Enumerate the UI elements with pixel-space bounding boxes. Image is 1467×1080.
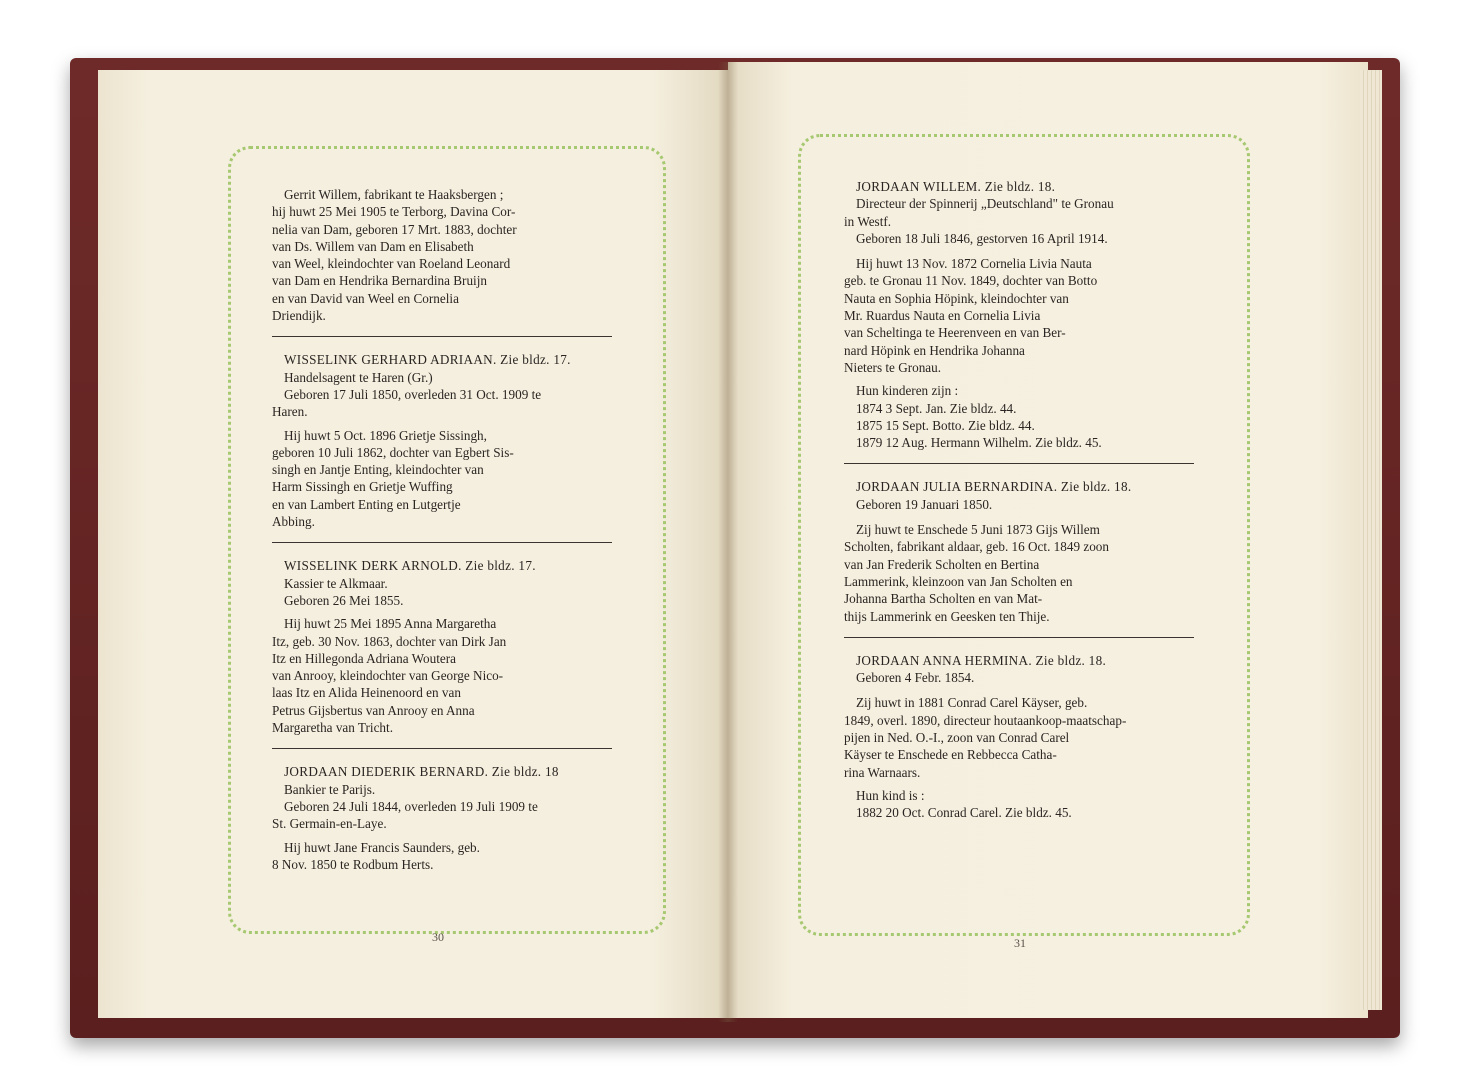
child-line: 1875 15 Sept. Botto. Zie bldz. 44. xyxy=(856,417,1035,433)
text-line: nard Höpink en Hendrika Johanna xyxy=(844,342,1025,358)
text-line: Geboren 18 Juli 1846, gestorven 16 April 1914. xyxy=(856,230,1108,246)
text-line: laas Itz en Alida Heinenoord en van xyxy=(272,685,461,701)
child-line: 1879 12 Aug. Hermann Wilhelm. Zie bldz. 45. xyxy=(856,435,1102,451)
child-line: 1874 3 Sept. Jan. Zie bldz. 44. xyxy=(856,400,1017,416)
entry-jordaan-willem xyxy=(844,178,1194,451)
entry-heading: JORDAAN ANNA HERMINA. Zie bldz. 18. xyxy=(856,652,1107,668)
text-line: Nieters te Gronau. xyxy=(844,359,942,375)
left-page-text xyxy=(272,186,612,873)
page-number: 31 xyxy=(1014,936,1026,950)
entry-jordaan-diederik-bernard xyxy=(272,763,612,873)
text-line: Zij huwt te Enschede 5 Juni 1873 Gijs Willem xyxy=(856,522,1100,538)
page-edges xyxy=(1360,70,1382,1010)
entry-heading: JORDAAN WILLEM. Zie bldz. 18. xyxy=(856,179,1056,194)
text-line: Kassier te Alkmaar. xyxy=(284,575,388,591)
text-line: Hij huwt Jane Francis Saunders, geb. xyxy=(284,839,480,855)
entry-heading: WISSELINK GERHARD ADRIAAN. Zie bldz. 17. xyxy=(284,352,571,368)
text-line: Directeur der Spinnerij „Deutschland" te Gronau xyxy=(856,196,1114,212)
text-line: nelia van Dam, geboren 17 Mrt. 1883, dochter xyxy=(272,221,517,237)
text-line: Geboren 26 Mei 1855. xyxy=(284,592,404,608)
entry-heading: JORDAAN DIEDERIK BERNARD. Zie bldz. 18 xyxy=(284,764,559,780)
text-line: en van David van Weel en Cornelia xyxy=(272,290,459,306)
divider xyxy=(272,542,612,543)
text-line: Mr. Ruardus Nauta en Cornelia Livia xyxy=(844,308,1041,324)
text-line: Harm Sissingh en Grietje Wuffing xyxy=(272,479,453,495)
text-line: van Dam en Hendrika Bernardina Bruijn xyxy=(272,273,487,289)
text-line: Hij huwt 25 Mei 1895 Anna Margaretha xyxy=(284,616,497,632)
text-line: geb. te Gronau 11 Nov. 1849, dochter van Botto xyxy=(844,273,1098,289)
page-number: 30 xyxy=(432,930,444,944)
text-line: Lammerink, kleinzoon van Jan Scholten en xyxy=(844,573,1073,589)
divider xyxy=(844,637,1194,638)
text-line: Käyser te Enschede en Rebbecca Catha- xyxy=(844,747,1057,763)
text-line: en van Lambert Enting en Lutgertje xyxy=(272,496,461,512)
text-line: hij huwt 25 Mei 1905 te Terborg, Davina Cor- xyxy=(272,204,516,220)
text-line: Scholten, fabrikant aldaar, geb. 16 Oct. 1849 zoon xyxy=(844,539,1109,555)
child-line: 1882 20 Oct. Conrad Carel. Zie bldz. 45. xyxy=(856,805,1072,821)
text-line: Geboren 17 Juli 1850, overleden 31 Oct. 1909 te xyxy=(284,386,542,402)
divider xyxy=(844,463,1194,464)
text-line: Geboren 24 Juli 1844, overleden 19 Juli 1909 te xyxy=(284,798,538,814)
text-line: Margaretha van Tricht. xyxy=(272,720,393,736)
divider xyxy=(272,748,612,749)
text-line: van Jan Frederik Scholten en Bertina xyxy=(844,556,1040,572)
text-line: Geboren 19 Januari 1850. xyxy=(856,496,993,512)
entry-jordaan-julia-bernardina xyxy=(844,478,1194,624)
text-line: Johanna Bartha Scholten en van Mat- xyxy=(844,591,1043,607)
right-page-text xyxy=(844,178,1194,822)
text-line: Bankier te Parijs. xyxy=(284,781,376,797)
entry-jordaan-anna-hermina xyxy=(844,652,1194,822)
entry-gerrit-willem xyxy=(272,186,612,324)
text-line: van Weel, kleindochter van Roeland Leonard xyxy=(272,256,511,272)
text-line: Zij huwt in 1881 Conrad Carel Käyser, geb. xyxy=(856,695,1088,711)
text-line: Geboren 4 Febr. 1854. xyxy=(856,670,975,686)
text-line: Hun kinderen zijn : xyxy=(856,383,959,399)
entry-wisselink-derk-arnold xyxy=(272,557,612,736)
text-line: Itz en Hillegonda Adriana Woutera xyxy=(272,650,456,666)
text-line: van Anrooy, kleindochter van George Nico- xyxy=(272,668,504,684)
text-line: singh en Jantje Enting, kleindochter van xyxy=(272,462,484,478)
book-spine-shadow xyxy=(718,62,738,1022)
text-line: Nauta en Sophia Höpink, kleindochter van xyxy=(844,290,1069,306)
text-line: 1849, overl. 1890, directeur houtaankoop-maatschap- xyxy=(844,712,1127,728)
text-line: van Ds. Willem van Dam en Elisabeth xyxy=(272,238,474,254)
text-line: St. Germain-en-Laye. xyxy=(272,816,387,832)
text-line: Abbing. xyxy=(272,514,315,530)
text-line: Handelsagent te Haren (Gr.) xyxy=(284,369,433,385)
entry-heading: JORDAAN JULIA BERNARDINA. Zie bldz. 18. xyxy=(856,479,1132,495)
text-line: Gerrit Willem, fabrikant te Haaksbergen ; xyxy=(284,187,504,202)
entry-heading: WISSELINK DERK ARNOLD. Zie bldz. 17. xyxy=(284,558,536,574)
text-line: 8 Nov. 1850 te Rodbum Herts. xyxy=(272,856,434,872)
text-line: Hij huwt 5 Oct. 1896 Grietje Sissingh, xyxy=(284,427,487,443)
text-line: Petrus Gijsbertus van Anrooy en Anna xyxy=(272,702,475,718)
text-line: pijen in Ned. O.-I., zoon van Conrad Carel xyxy=(844,730,1070,746)
text-line: Hun kind is : xyxy=(856,787,925,803)
text-line: in Westf. xyxy=(844,213,892,229)
entry-wisselink-gerhard-adriaan xyxy=(272,351,612,530)
divider xyxy=(272,336,612,337)
text-line: Driendijk. xyxy=(272,308,326,324)
text-line: geboren 10 Juli 1862, dochter van Egbert Sis- xyxy=(272,444,514,460)
text-line: rina Warnaars. xyxy=(844,764,921,780)
text-line: Itz, geb. 30 Nov. 1863, dochter van Dirk Jan xyxy=(272,633,507,649)
text-line: Haren. xyxy=(272,404,308,420)
text-line: Hij huwt 13 Nov. 1872 Cornelia Livia Nauta xyxy=(856,256,1092,272)
text-line: van Scheltinga te Heerenveen en van Ber- xyxy=(844,325,1066,341)
text-line: thijs Lammerink en Geesken ten Thije. xyxy=(844,608,1050,624)
